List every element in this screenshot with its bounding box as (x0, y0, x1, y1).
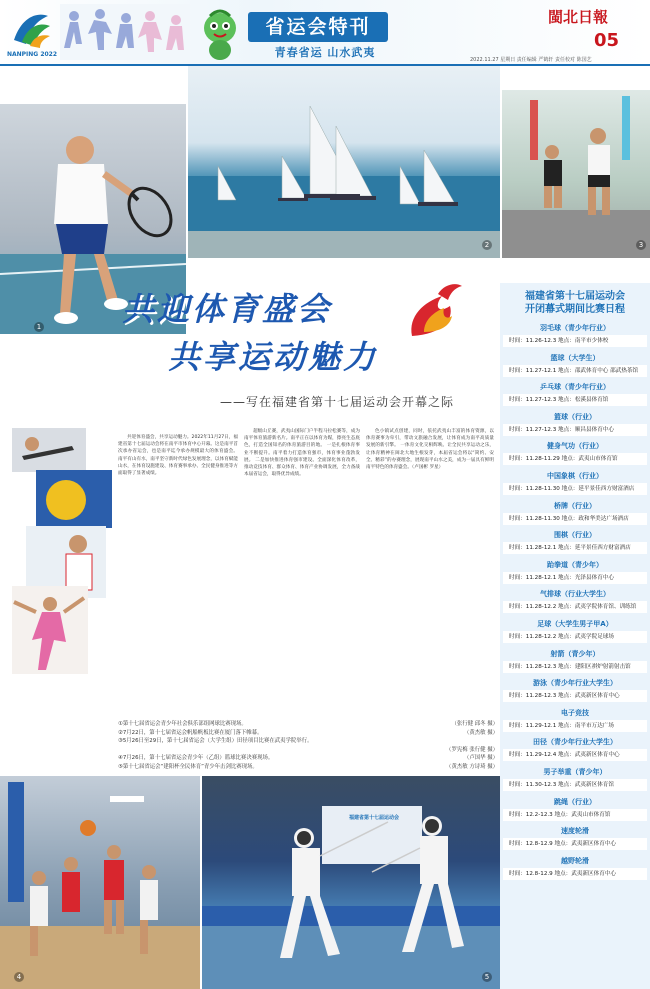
running-photo (502, 90, 650, 258)
event-name: 中国象棋（行业） (547, 471, 603, 480)
schedule-item (503, 322, 647, 352)
article-column-1: 共迎体育盛会，共享运动魅力。2022年11月27日，福建省第十七届运动会将在南平市体育中心开幕。这是南平首次承办省运会，也是南平迄今承办规模最大的体育盛会。 南平有山有水，南平坚守新时代绿色发展理念，以体育赋能山水，在体育设施建设、体育赛事承办、全民健身推进等方面取得了显著成绩。 (118, 435, 238, 477)
fencers-graphic (202, 776, 500, 989)
special-issue-title: 省运会特刊 (248, 12, 388, 42)
caption-credit: （张行健 邱冬 摄） (451, 721, 498, 727)
schedule-list (503, 322, 647, 884)
photo-number: 4 (14, 972, 24, 982)
event-name: 速度轮滑 (561, 827, 589, 836)
logo-caption: NANPING 2022 (6, 51, 58, 58)
page-number: 05 (594, 30, 620, 51)
torch-flame-icon (398, 276, 468, 346)
event-name: 乒乓球（青少年行业） (540, 383, 610, 392)
event-info: 时间：11.29-12.4 地点：武夷新区体育中心 (503, 749, 647, 761)
schedule-item (503, 618, 647, 648)
caption-row (118, 720, 498, 729)
issue-meta: 2022.11.27 星期日 责任编辑 严鹤轩 责任校对 陈国艺 (470, 57, 592, 63)
event-name: 越野轮滑 (561, 856, 589, 865)
event-info: 时间：11.28-12.2 地点：武夷学院足球场 (503, 631, 647, 643)
photo-number: 5 (482, 972, 492, 982)
schedule-item (503, 796, 647, 826)
event-info: 时间：11.28-11.30 地点：政和华美达广场酒店 (503, 513, 647, 525)
schedule-item (503, 855, 647, 885)
schedule-item (503, 736, 647, 766)
photo-captions (118, 720, 498, 771)
schedule-item (503, 648, 647, 678)
caption-row (118, 754, 498, 763)
event-info: 时间：11.28-12.1 地点：光泽县体育中心 (503, 572, 647, 584)
schedule-title-line1: 福建省第十七届运动会 (525, 291, 625, 302)
event-info: 时间：12.8-12.9 地点：武夷新区体育中心 (503, 868, 647, 880)
schedule-item (503, 825, 647, 855)
event-name: 篮球（行业） (554, 412, 596, 421)
event-info: 时间：11.27-12.3 地点：松溪县体育馆 (503, 394, 647, 406)
basketball-photo (0, 776, 200, 989)
caption-row (118, 763, 498, 772)
event-name: 跳绳（行业） (554, 797, 596, 806)
caption-text: ⑤第十七届省运会“建阳杯全民体育”青少年击剑比赛现场。 (118, 763, 258, 770)
caption-credit: （黄杰敏 方诗琦 摄） (446, 763, 498, 770)
event-name: 跆拳道（青少年） (547, 560, 603, 569)
event-name: 足球（大学生男子甲A） (537, 619, 613, 628)
event-name: 游泳（青少年行业大学生） (533, 679, 617, 688)
mascot-icon (196, 8, 244, 62)
event-info: 时间：11.27-12.3 地点：顺昌县体育中心 (503, 424, 647, 436)
games-logo-icon (8, 6, 54, 52)
schedule-item (503, 500, 647, 530)
event-info: 时间：12.8-12.9 地点：武夷新区体育中心 (503, 838, 647, 850)
event-name: 桥牌（行业） (554, 501, 596, 510)
caption-row (118, 737, 498, 746)
caption-text: ②7月22日，第十七届省运会帆船帆板比赛在厦门落下帷幕。 (118, 729, 263, 736)
event-info: 时间：11.28-11.29 地点：武夷山市体育馆 (503, 453, 647, 465)
caption-text: ③5月26日至29日，第十七届省运会（大学生组）田径项目比赛在武夷学院举行。 (118, 738, 313, 744)
caption-credit: （黄杰敏 摄） (463, 729, 498, 736)
venue-banner-text: 福建省第十七届运动会 (348, 815, 399, 821)
schedule-item (503, 766, 647, 796)
event-info: 时间：11.28-12.2 地点：武夷学院体育馆、训练馆 (503, 601, 647, 613)
schedule-item (503, 352, 647, 382)
event-info: 时间：11.29-12.1 地点：南平市万达广场 (503, 720, 647, 732)
event-info: 时间：11.27-12.1 地点：邵武体育中心 邵武热茶馆 (503, 365, 647, 377)
photo-number: 2 (482, 240, 492, 250)
runners-graphic (502, 90, 650, 258)
event-info: 时间：11.26-12.3 地点：南平市少体校 (503, 335, 647, 347)
schedule-item (503, 588, 647, 618)
event-info: 时间：11.30-12.3 地点：武夷新区体育馆 (503, 779, 647, 791)
schedule-item (503, 440, 647, 470)
athletes-collage-graphic (6, 426, 116, 678)
schedule-item (503, 677, 647, 707)
fencing-photo (202, 776, 500, 989)
caption-text: ④7月26日，第十七届省运会青少年（乙组）篮球比赛决赛现场。 (118, 755, 274, 761)
schedule-item (503, 707, 647, 737)
caption-row (118, 729, 498, 738)
slogan: 青春省运 山水武夷 (274, 46, 376, 59)
caption-text: ①第十七届省运会青少年社会俱乐部组网球比赛现场。 (118, 721, 247, 727)
schedule-item (503, 381, 647, 411)
event-name: 气排球（行业大学生） (540, 590, 610, 599)
article-column-2: 超级山丘赛，武夷山国际门户半程马拉松赛等，成为南平体育旅游新名片。南平正在以体育为媒，擦亮生态底色，打造全国知名的体育旅游目的地。 一是扎根体育事业不断提升。南平着力打造体育强市，体育事业蓬勃发展。 二是加快推进体育强市建设。全面深化体育改革，推动竞技体育、群众体育、体育产业协调发展，全力备战本届省运会，取得优异成绩。 (244, 429, 360, 478)
photo-number: 1 (34, 322, 44, 332)
sailing-photo (188, 66, 500, 258)
event-name: 羽毛球（青少年行业） (540, 324, 610, 332)
main-title-line2: 共享运动魅力 (168, 338, 379, 376)
event-info: 时间：11.28-11.30 地点：延平景佳西方财富酒店 (503, 483, 647, 495)
athlete-silhouettes-graphic (60, 4, 190, 60)
event-info: 时间：11.28-12.3 地点：建阳区祺炉射箭射击馆 (503, 661, 647, 673)
article-subtitle: ——写在福建省第十七届运动会开幕之际 (220, 395, 455, 409)
newspaper-name: 閩北日報 (548, 8, 609, 26)
schedule-title-line2: 开闭幕式期间比赛日程 (525, 304, 625, 315)
event-name: 篮球（大学生） (550, 353, 600, 362)
event-name: 围棋（行业） (554, 531, 596, 540)
schedule-item (503, 529, 647, 559)
schedule-title (500, 290, 650, 316)
caption-credit: （卢国华 摄） (463, 755, 498, 761)
event-info: 时间：11.28-12.1 地点：延平景佳西方财富酒店 (503, 542, 647, 554)
event-info: 时间：12.2-12.3 地点：武夷山市体育馆 (503, 809, 647, 821)
event-name: 电子竞技 (561, 708, 589, 717)
caption-credit: （罗宪梅 张行健 摄） (446, 746, 498, 753)
basketball-players-graphic (0, 776, 200, 989)
article-column-3: 色小镇试点创建，同时，依托武夷山丰富的体育资源，以体育赛事为牵引，带动文旅融合发展，让体育成为南平高质量发展的新引擎。 一体育文化交相辉映。让全民共享运动之乐，让体育精神在闽北大地生根发芽，本届省运会将以“简约、安全、精彩”的办赛理念，展现南平山水之美，成为一届具有鲜明南平特色的体育盛会。（卢国彬 罗星） (366, 429, 494, 471)
main-title-line1: 共迎体育盛会 (122, 290, 333, 328)
event-name: 射箭（青少年） (550, 649, 600, 658)
schedule-item (503, 559, 647, 589)
schedule-item (503, 470, 647, 500)
schedule-item (503, 411, 647, 441)
event-name: 田径（青少年行业大学生） (533, 738, 617, 747)
event-name: 男子举重（青少年） (543, 767, 607, 776)
event-name: 健身气功（行业） (547, 442, 603, 451)
photo-number: 3 (636, 240, 646, 250)
sailboats-graphic (188, 66, 500, 258)
event-info: 时间：11.28-12.3 地点：武夷新区体育中心 (503, 690, 647, 702)
caption-row (118, 746, 498, 755)
